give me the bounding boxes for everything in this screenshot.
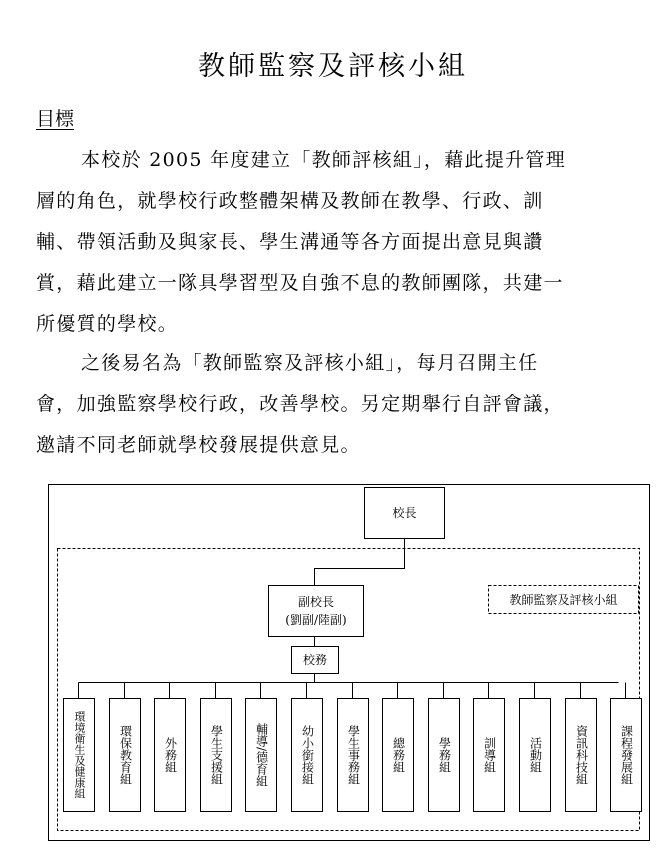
group-label — [110, 700, 140, 810]
group-label-text: 環境衛生及健康組 — [73, 711, 86, 799]
group-label-text: 資訊科技組 — [574, 725, 589, 785]
group-label — [429, 700, 459, 810]
paragraph-line: 層的角色，就學校行政整體架構及教師在教學、行政、訓 — [36, 190, 544, 212]
group-label-text: 學生支援組 — [209, 725, 224, 785]
principal-label: 校長 — [392, 506, 417, 520]
group-label — [474, 700, 504, 810]
page-title: 教師監察及評核小組 — [198, 51, 468, 82]
committee-label: 教師監察及評核小組 — [509, 592, 618, 607]
group-label — [201, 700, 231, 810]
group-label — [611, 700, 641, 810]
vice-principal-label — [269, 588, 363, 634]
group-label — [64, 700, 94, 810]
vice-principal-names: (劉副/陸副) — [285, 613, 347, 627]
group-label-text: 訓導組 — [482, 737, 497, 773]
group-label — [566, 700, 596, 810]
group-label — [383, 700, 413, 810]
paragraph-line: 所優質的學校。 — [36, 313, 179, 335]
group-label — [520, 700, 550, 810]
connector-principal — [315, 538, 405, 585]
paragraph-line: 輔、帶領活動及與家長、學生溝通等各方面提出意見與讚 — [36, 231, 544, 253]
group-label-text: 外務組 — [163, 737, 178, 773]
group-label-text: 輔導/德育組 — [254, 722, 269, 788]
school-affairs-label: 校務 — [302, 653, 327, 667]
group-label-text: 課程發展組 — [619, 725, 634, 785]
vice-principal-title: 副校長 — [297, 595, 334, 609]
paragraph-line: 之後易名為「教師監察及評核小組」，每月召開主任 — [81, 352, 539, 374]
group-label-text: 學生事務組 — [346, 725, 361, 785]
section-heading: 目標 — [36, 108, 75, 130]
group-label-text: 環保教育組 — [118, 725, 133, 785]
group-label — [338, 700, 368, 810]
group-label-text: 活動組 — [528, 737, 543, 773]
group-label — [292, 700, 322, 810]
group-label-text: 幼小銜接組 — [300, 725, 315, 785]
group-label — [155, 700, 185, 810]
paragraph-line: 賞，藉此建立一隊具學習型及自強不息的教師團隊，共建一 — [36, 272, 564, 294]
group-label-text: 總務組 — [391, 737, 406, 773]
group-label-text: 學務組 — [437, 737, 452, 773]
group-label — [246, 700, 276, 810]
paragraph-line: 本校於 2005 年度建立「教師評核組」，藉此提升管理 — [81, 149, 567, 171]
paragraph-line: 會，加強監察學校行政，改善學校。另定期舉行自評會議， — [36, 393, 564, 415]
paragraph-line: 邀請不同老師就學校發展提供意見。 — [36, 434, 361, 456]
